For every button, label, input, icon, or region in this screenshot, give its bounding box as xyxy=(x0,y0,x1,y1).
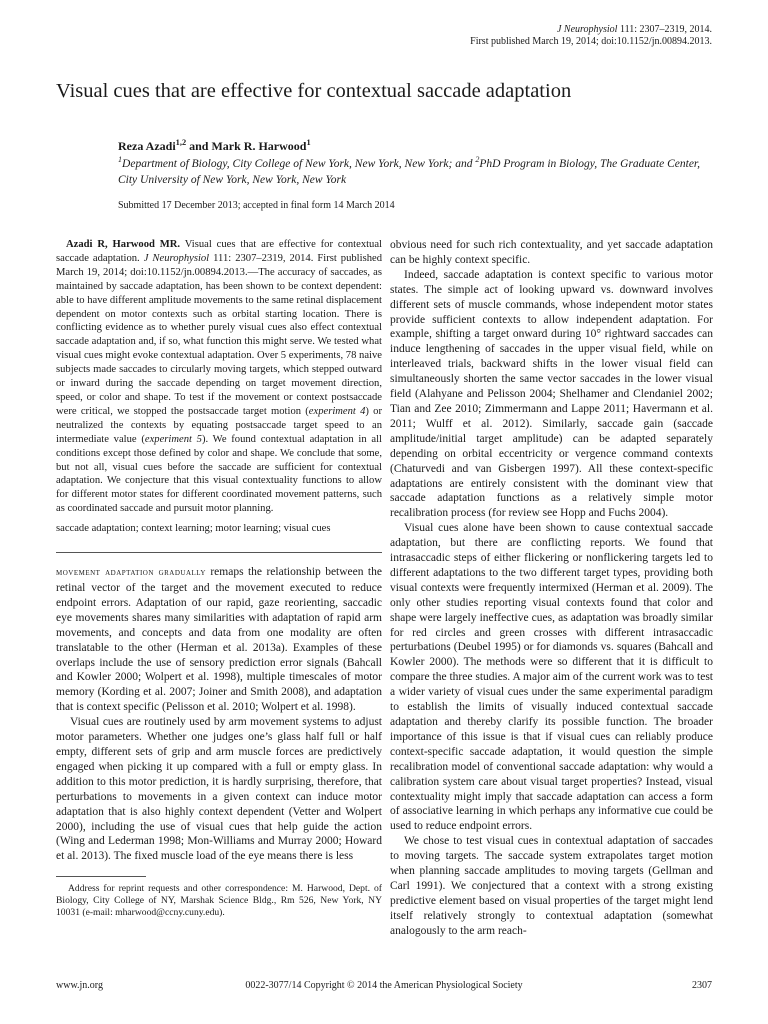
abstract-divider xyxy=(56,552,382,553)
abstract-journal: J Neurophysiol xyxy=(143,252,210,264)
copyright-notice: 0022-3077/14 Copyright © 2014 the American Physiological Society xyxy=(245,980,523,991)
journal-name: J Neurophysiol xyxy=(556,24,618,35)
body-paragraph: obvious need for such rich contextuality, and yet saccade adaptation can be highly context specific. xyxy=(390,239,713,266)
citation-volume: 111: 2307–2319, 2014. xyxy=(619,24,712,35)
body-paragraph: Indeed, saccade adaptation is context specific to various motor states. The simple act of looking upward vs. downward involves different sets of muscle commands, whose independent motor states provide sufficient contexts to allow independent adaptation. For example, shifting a target onward during 10° rightward saccades can induce lengthening of saccades in the upper visual field, while on interleaved trials, backward shifts in the lower visual field can simultaneously shorten the same vector saccades in the lower visual field (Alahyane and Pelisson 2004; Shelhamer and Clendaniel 2002; Tian and Zee 2010; Zimmermann and Lappe 2011; Havermann et al. 2011; Wulff et al. 2012). Similarly, saccade gain (saccade amplitude/initial target amplitude) can be adapted separately depending on orbital eccentricity or vergence command contexts (Chaturvedi and van Gisbergen 1997). All these context-specific adaptations are entirely consistent with the dominant view that saccade adaptation functions as a relatively simple motor recalibration process (for review see Hopp and Fuchs 2004). xyxy=(390,268,713,520)
page-number: 2307 xyxy=(692,980,712,991)
abstract-text: 111: 2307–2319, 2014. First published March 19, 2014; doi:10.1152/jn.00894.2013.—The accuracy of saccades, as maintained by saccade adaptation, has been shown to be context dependent: able to have different amplitude movements to the same retinal displacement dependent on motor contexts such as orbital starting location. There is conflicting evidence as to whether purely visual cues also effect contextual saccade adaptation and, if so, what function this might serve. We tested what visual cues might evoke contextual adaptation. Over 5 experiments, 78 naive subjects made saccades to circularly moving targets, which stepped outward or inward during the saccade depending on target movement direction, speed, or color and shape. To test if the movement or context postsaccade were critical, we stopped the postsaccade target motion ( xyxy=(56,252,382,417)
abstract-citation-authors: Azadi R, Harwood MR. xyxy=(66,239,181,250)
author-affiliation-mark: 1 xyxy=(306,138,311,147)
affiliation-text: Department of Biology, City College of New York, New York, New York; and xyxy=(122,158,476,170)
author-name: Mark R. Harwood xyxy=(211,139,307,153)
article-title: Visual cues that are effective for contextual saccade adaptation xyxy=(56,80,572,102)
submission-dates: Submitted 17 December 2013; accepted in final form 14 March 2014 xyxy=(118,200,395,211)
body-paragraph xyxy=(56,565,382,715)
affiliation-text: PhD Program in Biology, The Graduate Center, City University of New York, New York, New York xyxy=(118,158,701,186)
author-name: Reza Azadi xyxy=(118,139,176,153)
lead-in-smallcaps: movement adaptation gradually xyxy=(56,567,206,579)
left-column xyxy=(56,238,382,919)
paragraph-text: remaps the relationship between the retinal vector of the target and the movement executed to reduce endpoint errors. Adaptation of our rapid, gaze reorienting, saccadic eye movements shares many similarities with adaptation of rapid arm movements, and concepts and data from one modality are often translatable to the other (Herman et al. 2013a). Examples of these overlaps include the use of sensory prediction error signals (Bahcall and Kowler 2000; Wolpert et al. 1998), multiple timescales of motor memory (Kording et al. 2007; Joiner and Smith 2008), and adaptation that is context specific (Pelisson et al. 2010; Wolpert et al. 1998). xyxy=(56,566,382,714)
body-paragraph: We chose to test visual cues in contextual adaptation of saccades to moving targets. The saccade system extrapolates target motion when planning saccade amplitudes to moving targets (Gellman and Carl 1991). We conjectured that a context with a strong existing predictive element based on visual properties of the target might lend itself relatively strongly to contextual adaptation (somewhat analogously to the arm reach- xyxy=(390,835,713,937)
abstract-experiment: experiment 5 xyxy=(144,433,202,445)
journal-citation xyxy=(470,24,712,36)
footnote-divider xyxy=(56,876,146,877)
keywords: saccade adaptation; context learning; motor learning; visual cues xyxy=(56,523,331,535)
journal-website: www.jn.org xyxy=(56,980,103,991)
abstract-text: Visual cues that are effective for contextual saccade adaptation. xyxy=(56,239,382,264)
author-list xyxy=(118,138,712,154)
body-paragraph: Visual cues are routinely used by arm movement systems to adjust motor parameters. Whether one judges one’s glass half full or half empty, different sets of grip and arm muscle forces are predictively engaged when picking it up compared with a full or empty glass. In addition to this motor prediction, it is hardly surprising, therefore, that perturbations to movements in a given context can induce motor adaptation that is also highly context dependent (Vetter and Wolpert 2000), including the use of visual cues that help guide the action (Wing and Lederman 1998; Mon-Williams and Murray 2000; Howard et al. 2013). The fixed muscle load of the eye means there is less xyxy=(56,716,382,863)
body-paragraph: Visual cues alone have been shown to cause contextual saccade adaptation, but there are conflicting reports. We found that intrasaccadic steps of either flickering or nonflickering targets led to different adaptations to the two different target types, providing both visual contexts were frequently intermixed (Herman et al. 2009). The only other studies reporting visual contexts found that color and shape were largely ineffective cues, as adaptation was broadly similar for red circles and green crosses with different intrasaccadic perturbations (Deubel 1995) or for diamonds vs. squares (Bahcall and Kowler 2000). The methods were so different that it is difficult to compare the three studies. A major aim of the current work was to test a wider variety of visual cues under the same experimental paradigm to establish the limits of visually induced contextual saccade adaptation and thereby clarify its possible function. The broader importance of this issue is that if visual cues can reliably produce context-specific saccade adaptation, it would question the simple recalibration model of conventional saccade adaptation: why would a calibration system care about visual target properties? Instead, visual contextuality might imply that saccade adaptation can access a form of associative learning in which perhaps any informative cue could be used to reduce endpoint errors. xyxy=(390,522,713,833)
author-affiliations xyxy=(118,156,712,188)
correspondence-footnote: Address for reprint requests and other correspondence: M. Harwood, Dept. of Biology, City College of NY, Marshak Science Bldg., Rm 526, New York, NY 10031 (e-mail: mharwood@ccny.cuny.edu). xyxy=(56,883,382,919)
journal-header xyxy=(470,24,712,48)
abstract xyxy=(56,238,382,516)
author-conjunction: and xyxy=(189,139,209,153)
affiliation-mark: 1 xyxy=(118,155,123,165)
abstract-text: ). We found contextual adaptation in all conditions except those defined by color and shape. We conclude that some, but not all, visual cues before the saccade are sufficient for contextual adaptation. We conjecture that this visual contextuality functions to allow for different motor states for different coordinated movement patterns, such as coordinated saccade and pursuit motor planning. xyxy=(56,433,382,515)
right-column xyxy=(390,238,713,939)
author-affiliation-mark: 1,2 xyxy=(175,138,187,147)
publication-info: First published March 19, 2014; doi:10.1152/jn.00894.2013. xyxy=(470,36,712,47)
affiliation-mark: 2 xyxy=(475,155,480,165)
abstract-experiment: experiment 4 xyxy=(308,405,366,417)
abstract-text: ) or neutralized the contexts by equating postsaccade target speed to an intermediate value ( xyxy=(56,405,382,445)
